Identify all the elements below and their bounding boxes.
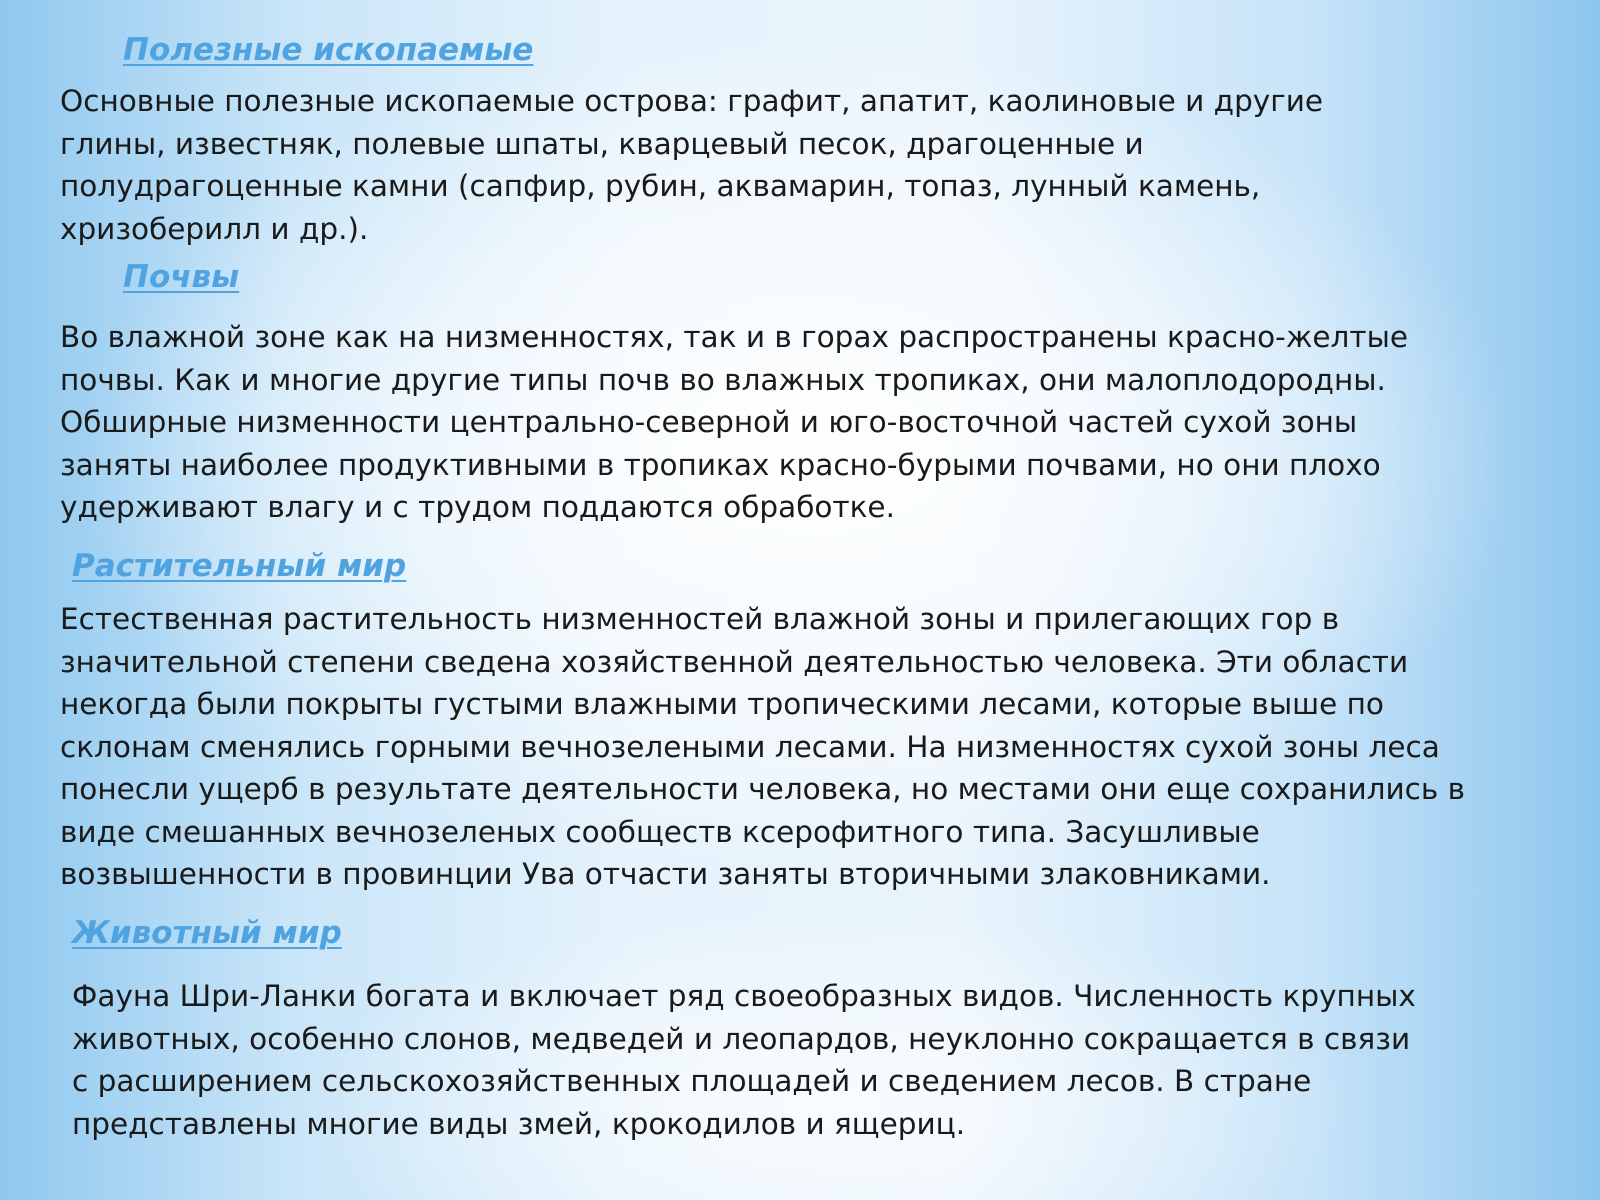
- text-line: представлены многие виды змей, крокодилов и ящериц.: [72, 1106, 966, 1141]
- text-line: Обширные низменности центрально-северной и юго-восточной частей сухой зоны: [60, 405, 1358, 439]
- section-text-minerals: [60, 80, 1323, 250]
- text-line: некогда были покрыты густыми влажными тропическими лесами, которые выше по: [60, 687, 1384, 721]
- text-line: почвы. Как и многие другие типы почв во влажных тропиках, они малоплодородны.: [60, 362, 1386, 397]
- section-heading-flora[interactable]: Растительный мир: [72, 548, 407, 584]
- section-heading-minerals[interactable]: Полезные ископаемые: [123, 32, 534, 68]
- section-heading-fauna[interactable]: Животный мир: [72, 915, 342, 951]
- text-line: понесли ущерб в результате деятельности человека, но местами они еще сохранились в: [60, 772, 1466, 806]
- text-line: значительной степени сведена хозяйственной деятельностью человека. Эти области: [60, 644, 1409, 679]
- text-line: Фауна Шри-Ланки богата и включает ряд своеобразных видов. Численность крупных: [72, 979, 1416, 1013]
- text-line: Во влажной зоне как на низменностях, так и в горах распространены красно-желтые: [60, 320, 1409, 354]
- text-line: Естественная растительность низменностей влажной зоны и прилегающих гор в: [60, 602, 1340, 636]
- text-line: виде смешанных вечнозеленых сообществ ксерофитного типа. Засушливые: [60, 814, 1260, 849]
- section-text-flora: [60, 598, 1465, 896]
- text-line: хризоберилл и др.).: [60, 211, 369, 246]
- section-text-soils: [60, 316, 1408, 529]
- text-line: глины, известняк, полевые шпаты, кварцевый песок, драгоценные и: [60, 126, 1144, 161]
- text-line: возвышенности в провинции Ува отчасти заняты вторичными злаковниками.: [60, 857, 1271, 891]
- section-heading-soils[interactable]: Почвы: [123, 259, 240, 295]
- text-line: с расширением сельскохозяйственных площадей и сведением лесов. В стране: [72, 1064, 1312, 1098]
- text-line: удерживают влагу и с трудом поддаются обработке.: [60, 490, 895, 524]
- text-line: полудрагоценные камни (сапфир, рубин, аквамарин, топаз, лунный камень,: [60, 169, 1261, 203]
- text-line: Основные полезные ископаемые острова: графит, апатит, каолиновые и другие: [60, 84, 1324, 118]
- text-line: склонам сменялись горными вечнозелеными лесами. На низменностях сухой зоны леса: [60, 729, 1440, 764]
- text-line: животных, особенно слонов, медведей и леопардов, неуклонно сокращается в связи: [72, 1021, 1411, 1056]
- text-line: заняты наиболее продуктивными в тропиках красно-бурыми почвами, но они плохо: [60, 447, 1381, 482]
- section-text-fauna: [72, 975, 1416, 1145]
